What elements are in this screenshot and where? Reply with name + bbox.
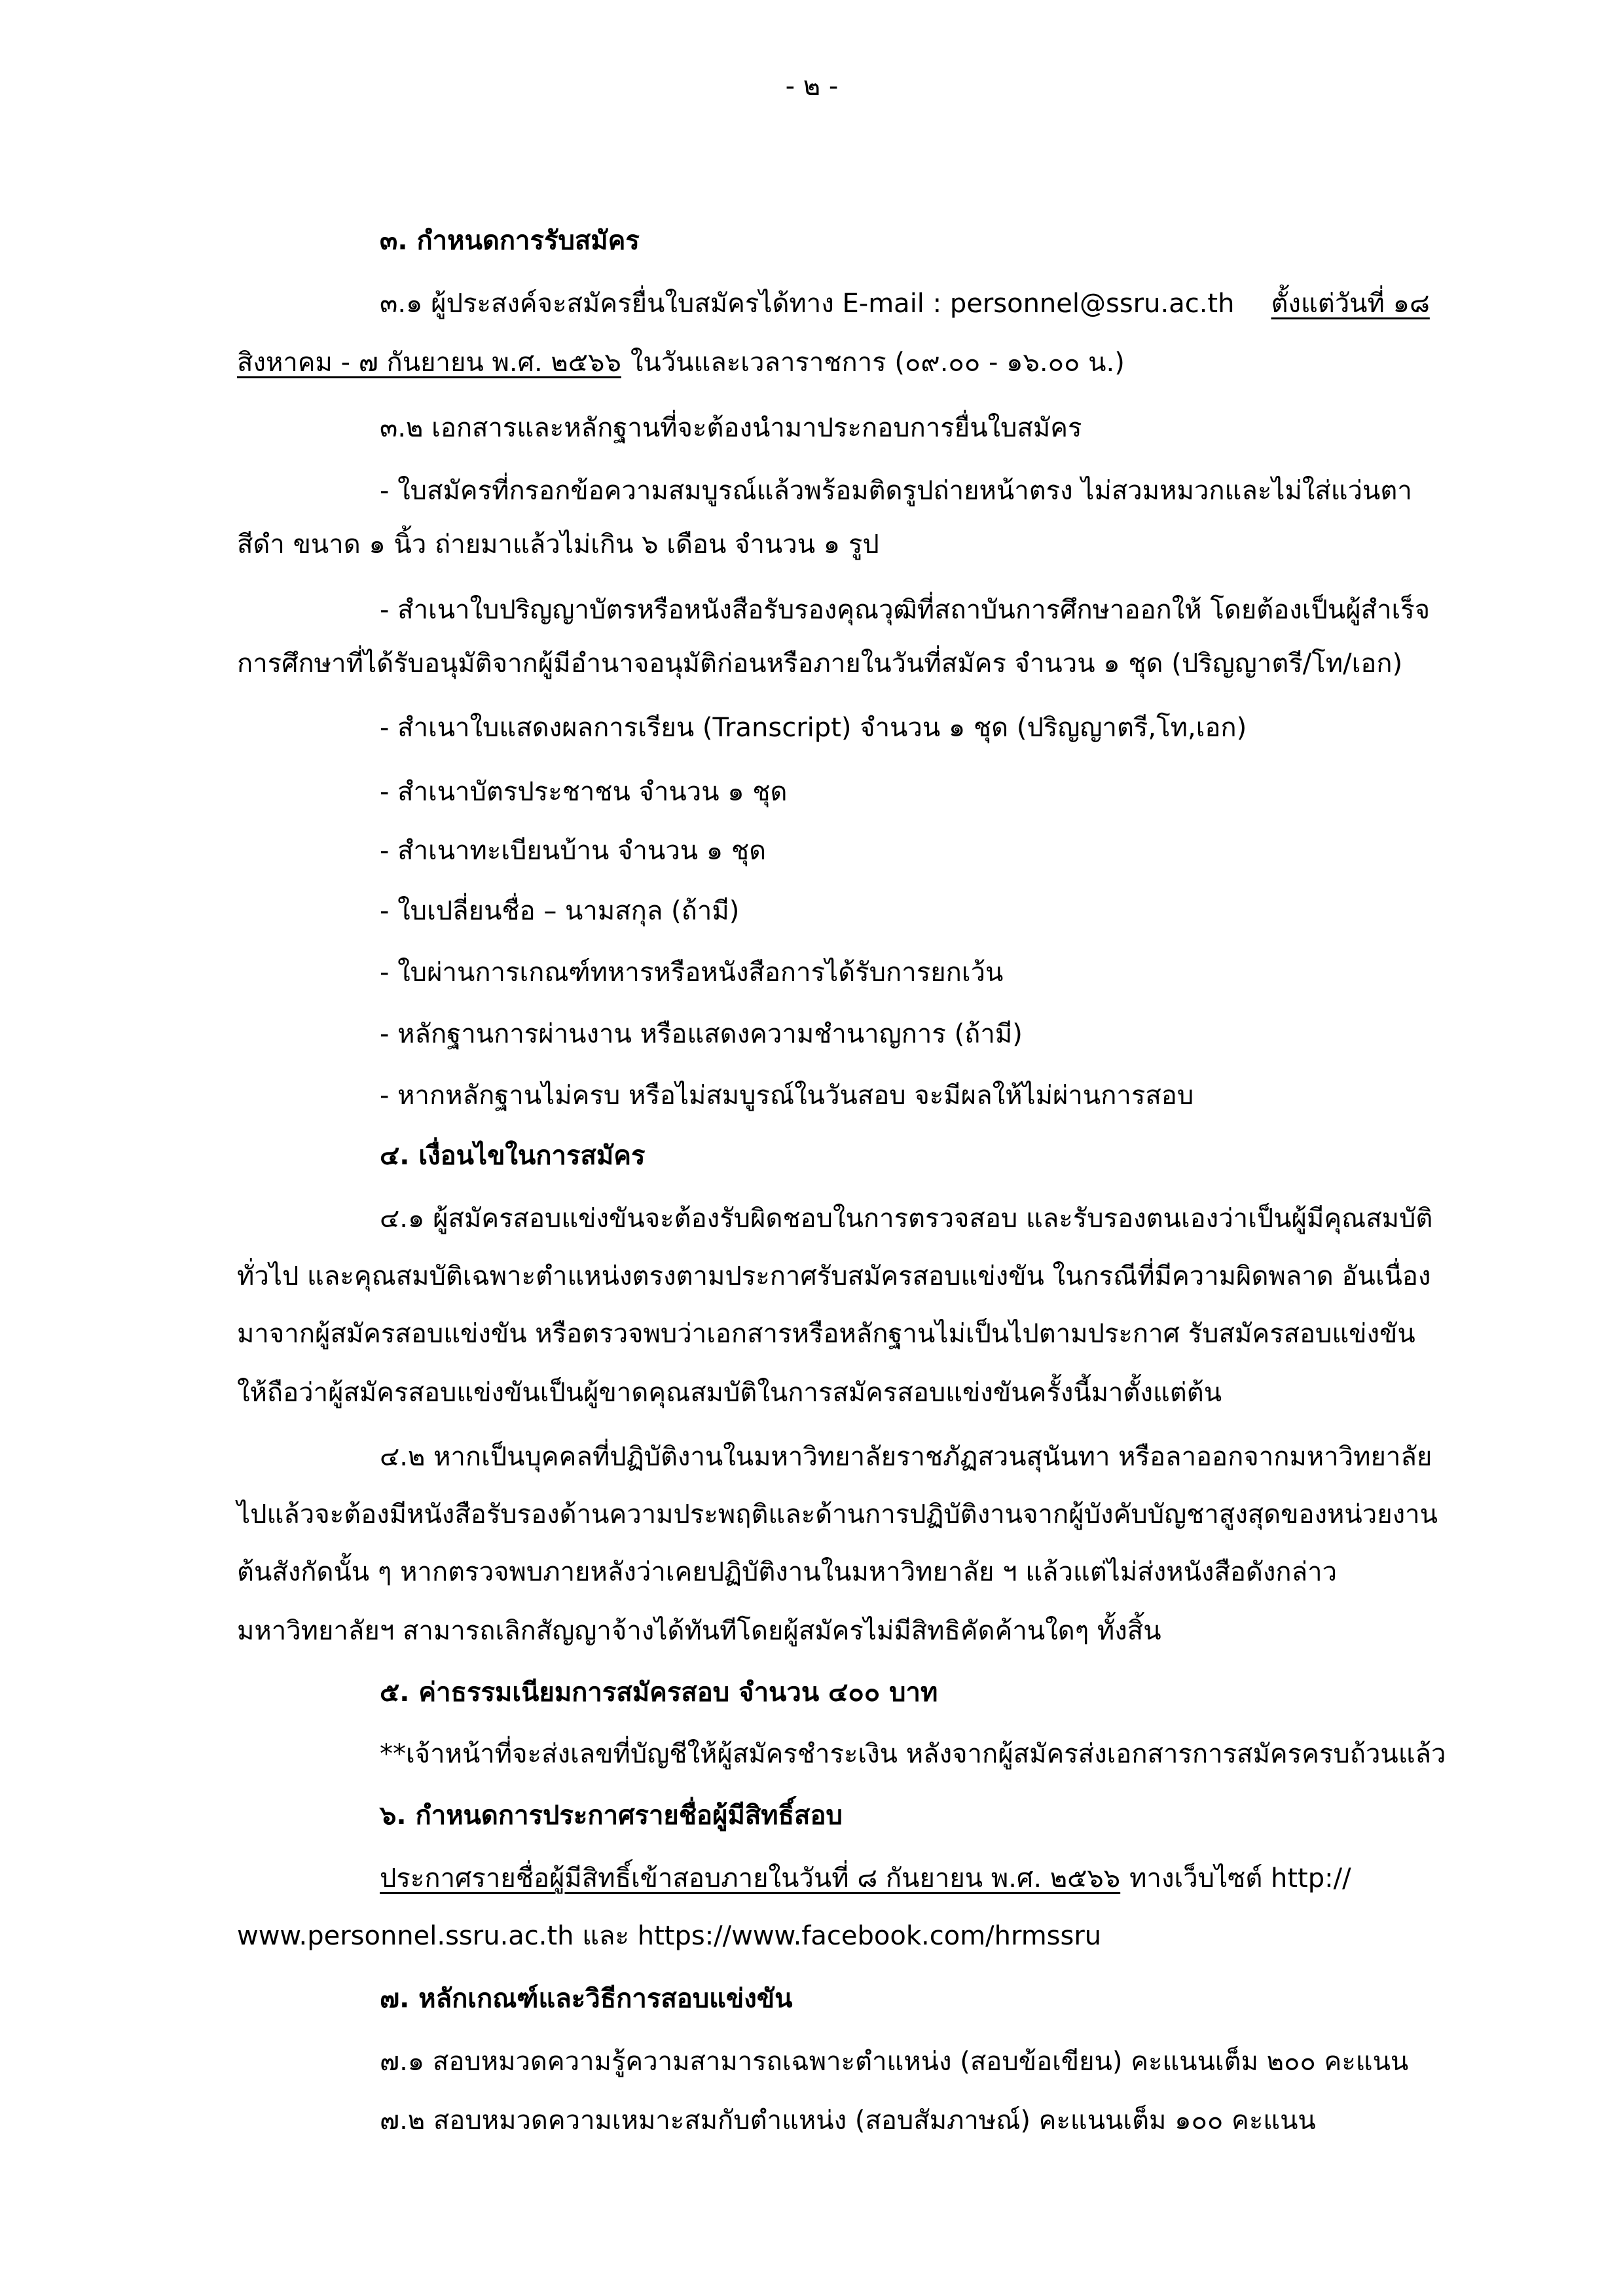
document-item-degree-line-2: การศึกษาที่ได้รับอนุมัติจากผู้มีอำนาจอนุมัติก่อนหรือภายในวันที่สมัคร จำนวน ๑ ชุด (ปริญญาตรี/โท/เอก): [237, 649, 1403, 679]
document-item-transcript: - สำเนาใบแสดงผลการเรียน (Transcript) จำนวน ๑ ชุด (ปริญญาตรี,โท,เอก): [380, 713, 1247, 743]
section-4-1-line-1: ๔.๑ ผู้สมัครสอบแข่งขันจะต้องรับผิดชอบในการตรวจสอบ และรับรองตนเองว่าเป็นผู้มีคุณสมบัติ: [380, 1204, 1433, 1234]
section-3-2: ๓.๒ เอกสารและหลักฐานที่จะต้องนำมาประกอบการยื่นใบสมัคร: [380, 413, 1082, 443]
section-4-2-line-2: ไปแล้วจะต้องมีหนังสือรับรองด้านความประพฤติและด้านการปฏิบัติงานจากผู้บังคับบัญชาสูงสุดของหน่วยงาน: [237, 1499, 1438, 1530]
section-5-heading: ๕. ค่าธรรมเนียมการสมัครสอบ จำนวน ๔๐๐ บาท: [380, 1677, 938, 1708]
section-6-websites: www.personnel.ssru.ac.th และ https://www.facebook.com/hrmssru: [237, 1921, 1102, 1951]
document-item-incomplete-warning: - หากหลักฐานไม่ครบ หรือไม่สมบูรณ์ในวันสอบ จะมีผลให้ไม่ผ่านการสอบ: [380, 1081, 1194, 1111]
document-item-military: - ใบผ่านการเกณฑ์ทหารหรือหนังสือการได้รับการยกเว้น: [380, 958, 1004, 988]
document-item-photo-line-2: สีดำ ขนาด ๑ นิ้ว ถ่ายมาแล้วไม่เกิน ๖ เดือน จำนวน ๑ รูป: [237, 529, 879, 560]
announcement-date: ประกาศรายชื่อผู้มีสิทธิ์เข้าสอบภายในวันที่ ๘ กันยายน พ.ศ. ๒๕๖๖: [380, 1863, 1121, 1893]
document-item-experience: - หลักฐานการผ่านงาน หรือแสดงความชำนาญการ (ถ้ามี): [380, 1019, 1023, 1049]
section-4-1-line-3: มาจากผู้สมัครสอบแข่งขัน หรือตรวจพบว่าเอกสารหรือหลักฐานไม่เป็นไปตามประกาศ รับสมัครสอบแข่งขัน: [237, 1319, 1415, 1349]
section-4-heading: ๔. เงื่อนไขในการสมัคร: [380, 1141, 646, 1171]
section-3-heading: ๓. กำหนดการรับสมัคร: [380, 226, 640, 256]
document-item-id-card: - สำเนาบัตรประชาชน จำนวน ๑ ชุด: [380, 777, 788, 807]
section-5-note: **เจ้าหน้าที่จะส่งเลขที่บัญชีให้ผู้สมัครชำระเงิน หลังจากผู้สมัครส่งเอกสารการสมัครครบถ้วนแล้ว: [380, 1739, 1446, 1769]
section-4-2-line-3: ต้นสังกัดนั้น ๆ หากตรวจพบภายหลังว่าเคยปฏิบัติงานในมหาวิทยาลัย ฯ แล้วแต่ไม่ส่งหนังสือดังกล่าว: [237, 1557, 1338, 1587]
section-3-1-line-1: [380, 284, 1430, 323]
section-3-1-line-2: [237, 343, 1125, 382]
section-4-2-line-1: ๔.๒ หากเป็นบุคคลที่ปฏิบัติงานในมหาวิทยาลัยราชภัฏสวนสุนันทา หรือลาออกจากมหาวิทยาลัย: [380, 1442, 1432, 1472]
document-item-house-registration: - สำเนาทะเบียนบ้าน จำนวน ๑ ชุด: [380, 836, 767, 866]
application-start-date: ตั้งแต่วันที่ ๑๘: [1271, 289, 1430, 319]
section-6-line-1: [380, 1859, 1351, 1898]
page-number: - ๒ -: [785, 71, 839, 101]
announcement-website-prefix: ทางเว็บไซต์ http://: [1129, 1863, 1351, 1893]
document-item-photo-line-1: - ใบสมัครที่กรอกข้อความสมบูรณ์แล้วพร้อมติดรูปถ่ายหน้าตรง ไม่สวมหมวกและไม่ใส่แว่นตา: [380, 476, 1412, 506]
section-7-2: ๗.๒ สอบหมวดความเหมาะสมกับตำแหน่ง (สอบสัมภาษณ์) คะแนนเต็ม ๑๐๐ คะแนน: [380, 2106, 1316, 2136]
document-item-name-change: - ใบเปลี่ยนชื่อ – นามสกุล (ถ้ามี): [380, 896, 740, 926]
section-7-1: ๗.๑ สอบหมวดความรู้ความสามารถเฉพาะตำแหน่ง (สอบข้อเขียน) คะแนนเต็ม ๒๐๐ คะแนน: [380, 2047, 1409, 2077]
document-item-degree-line-1: - สำเนาใบปริญญาบัตรหรือหนังสือรับรองคุณวุฒิที่สถาบันการศึกษาออกให้ โดยต้องเป็นผู้สำเร็จ: [380, 595, 1431, 625]
application-period: สิงหาคม - ๗ กันยายน พ.ศ. ๒๕๖๖: [237, 348, 621, 378]
section-4-1-line-2: ทั่วไป และคุณสมบัติเฉพาะตำแหน่งตรงตามประกาศรับสมัครสอบแข่งขัน ในกรณีที่มีความผิดพลาด อันเนื่อง: [237, 1261, 1431, 1291]
section-3-1-text: ๓.๑ ผู้ประสงค์จะสมัครยื่นใบสมัครได้ทาง E-mail : personnel@ssru.ac.th: [380, 289, 1235, 319]
section-4-1-line-4: ให้ถือว่าผู้สมัครสอบแข่งขันเป็นผู้ขาดคุณสมบัติในการสมัครสอบแข่งขันครั้งนี้มาตั้งแต่ต้น: [237, 1378, 1222, 1408]
section-7-heading: ๗. หลักเกณฑ์และวิธีการสอบแข่งขัน: [380, 1984, 793, 2014]
section-4-2-line-4: มหาวิทยาลัยฯ สามารถเลิกสัญญาจ้างได้ทันทีโดยผู้สมัครไม่มีสิทธิคัดค้านใดๆ ทั้งสิ้น: [237, 1616, 1161, 1646]
section-6-heading: ๖. กำหนดการประกาศรายชื่อผู้มีสิทธิ์สอบ: [380, 1801, 843, 1831]
office-hours: ในวันและเวลาราชการ (๐๙.๐๐ - ๑๖.๐๐ น.): [630, 348, 1125, 378]
